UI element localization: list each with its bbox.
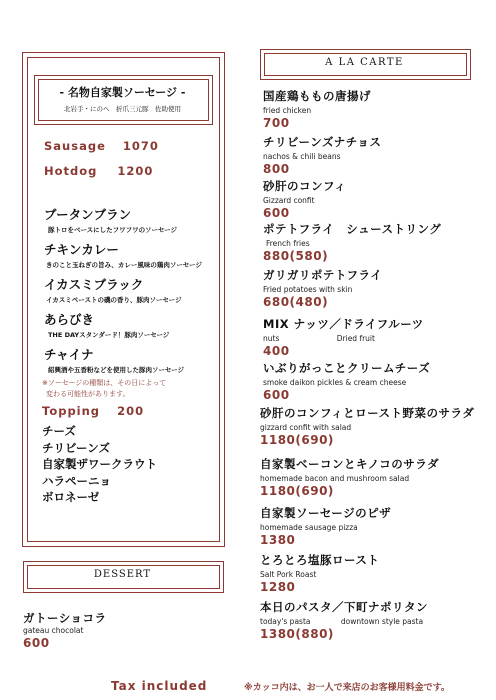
hotdog-price: 1200	[117, 164, 154, 178]
menu-item	[263, 134, 381, 176]
menu-item-price: 1180(690)	[260, 484, 334, 498]
sausage-item-name: イカスミブラック	[44, 277, 144, 292]
menu-item-en: gizzard confit with salad	[260, 423, 352, 432]
topping-item: チーズ	[42, 424, 76, 438]
topping-item: ハラペーニョ	[42, 473, 111, 488]
menu-item	[260, 505, 391, 547]
tax-included-label: Tax included	[111, 679, 208, 693]
sausage-title: - 名物自家製ソーセージ -	[59, 86, 186, 99]
menu-item-en: fried chicken	[263, 106, 312, 115]
dessert-name: ガトーショコラ	[23, 611, 107, 625]
hotdog-label: Hotdog	[44, 164, 98, 178]
topping-item: ボロネーゼ	[42, 490, 100, 504]
menu-item-en: nuts	[263, 334, 280, 343]
menu-item-name: 自家製ベーコンとキノコのサラダ	[260, 457, 440, 471]
menu-item-price: 400	[263, 344, 290, 358]
menu-item-price: 1380	[260, 533, 296, 547]
menu-item-name: ポテトフライ シューストリング	[263, 222, 442, 236]
sausage-item-name: あらびき	[44, 312, 95, 327]
sausage-item-name: ブータンブラン	[44, 207, 132, 222]
menu-item-name: ガリガリポテトフライ	[263, 268, 383, 282]
topping-label: Topping	[42, 404, 101, 418]
sausage-item	[44, 240, 202, 269]
menu-item-price: 1380(880)	[260, 627, 334, 641]
menu-item-en: homemade bacon and mushroom salad	[260, 474, 410, 483]
menu-item	[263, 178, 346, 220]
sausage-item-desc: 紹興酒や五香粉などを使用した豚肉ソーセージ	[48, 366, 184, 374]
menu-item-name: MIX ナッツ／ドライフルーツ	[263, 317, 424, 331]
sausage-price: 1070	[122, 139, 159, 153]
menu-item	[263, 221, 441, 263]
sausage-item	[44, 205, 177, 234]
sausage-item	[44, 310, 169, 339]
dessert-en: gateau chocolat	[23, 626, 84, 635]
sausage-item	[44, 275, 181, 304]
menu-item	[260, 599, 428, 641]
menu-item-name: 国産鶏ももの唐揚げ	[263, 89, 371, 103]
sausage-item	[44, 345, 184, 374]
menu-item	[260, 456, 439, 498]
sausage-item-desc: 豚トロをベースにしたフワフワのソーセージ	[48, 226, 178, 234]
menu-item-name: 砂肝のコンフィ	[263, 179, 347, 193]
alacarte-header-label: A LA CARTE	[325, 57, 404, 68]
sausage-note-line: 変わる可能性があります。	[46, 390, 130, 398]
menu-item	[263, 88, 371, 130]
sausage-item-desc: イカスミペーストの磯の香り、豚肉ソーセージ	[46, 296, 182, 304]
topping-list	[42, 423, 157, 506]
menu-item-name: 自家製ソーセージのピザ	[260, 506, 392, 520]
menu-item-price: 800	[263, 162, 290, 176]
menu-item-price: 1180(690)	[260, 433, 334, 447]
menu-item-en	[263, 334, 424, 343]
menu-item	[260, 552, 379, 594]
dessert-price: 600	[23, 636, 50, 650]
menu-item-en: Fried potatoes with skin	[263, 285, 353, 294]
menu-item-name: いぶりがっことクリームチーズ	[263, 361, 431, 375]
sausage-note	[42, 378, 166, 400]
sausage-item-name: チャイナ	[44, 347, 94, 362]
sausage-subtitle: 北岩手・にのへ 折爪三元豚 佐助使用	[64, 105, 181, 113]
menu-item-en	[260, 617, 428, 626]
menu-item-en-secondary: Dried fruit	[336, 334, 375, 343]
menu-item-name: チリビーンズナチョス	[263, 135, 382, 149]
menu-item-en: today's pasta	[260, 617, 311, 626]
menu-item-en: smoke daikon pickles & cream cheese	[263, 378, 407, 387]
footer-note: ※カッコ内は、お一人で来店のお客様用料金です。	[244, 683, 450, 693]
menu-item-price: 880(580)	[263, 249, 329, 263]
menu-item	[260, 405, 474, 447]
menu-item-en: Salt Pork Roast	[260, 570, 317, 579]
menu-item	[263, 360, 430, 402]
menu-item	[263, 316, 424, 358]
hotdog-price-row	[44, 164, 153, 178]
menu-item-name: とろとろ塩豚ロースト	[260, 553, 380, 567]
menu-item-en-secondary: downtown style pasta	[340, 617, 424, 626]
menu-item-en: homemade sausage pizza	[260, 523, 358, 532]
topping-item: チリビーンズ	[42, 440, 110, 455]
menu-item-price: 680(480)	[263, 295, 329, 309]
sausage-item-desc: THE DAYスタンダード！豚肉ソーセージ	[48, 331, 170, 339]
sausage-price-row	[44, 139, 159, 153]
dessert-header-label: DESSERT	[93, 569, 152, 580]
sausage-note-line: ※ソーセージの種類は、その日によって	[42, 379, 167, 387]
sausage-item-desc: きのこと玉ねぎの旨み、カレー風味の鶏肉ソーセージ	[46, 261, 202, 269]
menu-item-price: 700	[263, 116, 290, 130]
menu-item-price: 600	[263, 206, 290, 220]
topping-price-row	[42, 404, 144, 418]
menu-item-name: 砂肝のコンフィとロースト野菜のサラダ	[260, 406, 475, 420]
topping-item: 自家製ザワークラウト	[42, 457, 157, 471]
topping-price: 200	[117, 404, 145, 418]
sausage-item-name: チキンカレー	[44, 242, 119, 257]
menu-item-price: 1280	[260, 580, 296, 594]
menu-item-en: French fries	[266, 239, 310, 248]
menu-item	[263, 267, 382, 309]
menu-item-price: 600	[263, 388, 290, 402]
menu-item-en: Gizzard confit	[263, 196, 315, 205]
sausage-label: Sausage	[44, 139, 106, 153]
menu-item-name: 本日のパスタ／下町ナポリタン	[260, 600, 428, 614]
menu-item-en: nachos & chili beans	[263, 152, 341, 161]
